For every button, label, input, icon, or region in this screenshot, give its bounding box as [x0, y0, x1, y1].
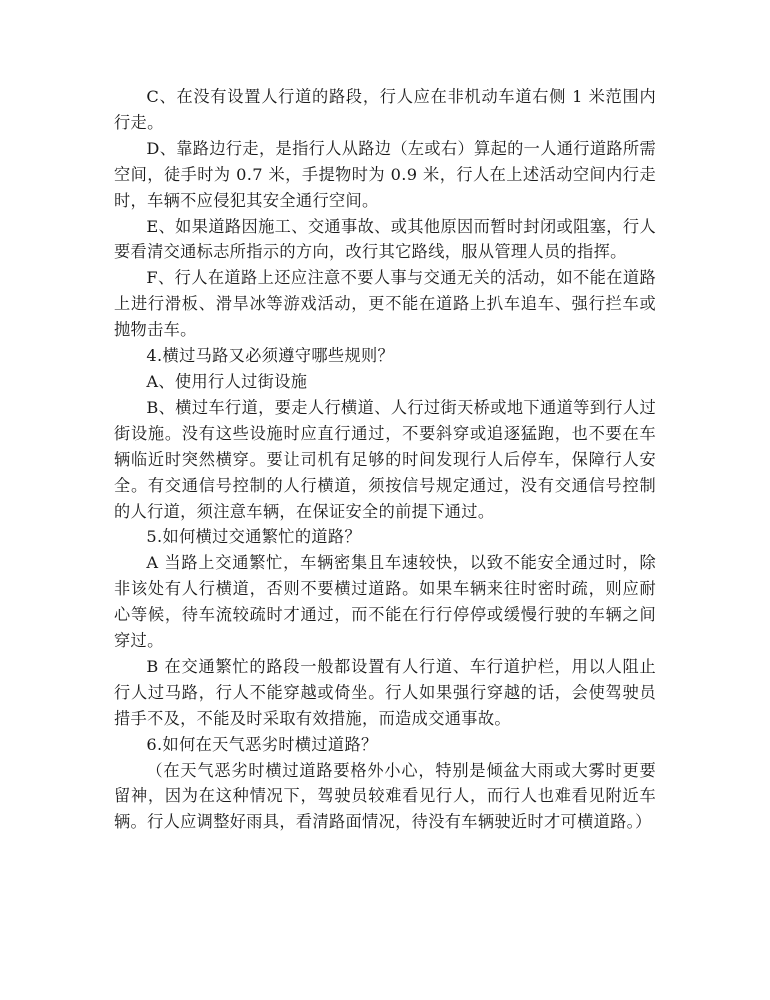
heading-question-5: 5.如何横过交通繁忙的道路？ — [146, 527, 361, 547]
paragraph-b-guardrails: B 在交通繁忙的路段一般都设置有人行道、车行道护栏，用以人阻止行人过马路，行人不能穿越或倚坐。行人如果强行穿越的话，会使驾驶员措手不及，不能及时采取有效措施，而造成交通事故。 — [114, 656, 656, 728]
paragraph-a-crossing-facilities: A、使用行人过街设施 — [146, 371, 308, 391]
document-body — [114, 84, 656, 835]
heading-question-4: 4.横过马路又必须遵守哪些规则？ — [146, 346, 395, 366]
paragraph-d-roadside-walking: D、靠路边行走，是指行人从路边（左或右）算起的一人通行道路所需空间，徒手时为 0.7 米，手提物时为 0.9 米，行人在上述活动空间内行走时，车辆不应侵犯其安全通行空间。 — [114, 138, 656, 210]
paragraph-bad-weather: （在天气恶劣时横过道路要格外小心，特别是倾盆大雨或大雾时更要留神，因为在这种情况下，驾驶员较难看见行人，而行人也难看见附近车辆。行人应调整好雨具，看清路面情况，待没有车辆驶近时才可横道路。） — [114, 760, 656, 832]
paragraph-b-crossing-roadway: B、横过车行道，要走人行横道、人行过街天桥或地下通道等到行人过街设施。没有这些设施时应直行通过，不要斜穿或追逐猛跑，也不要在车辆临近时突然横穿。要让司机有足够的时间发现行人后停车，保障行人安全。有交通信号控制的人行横道，须按信号规定通过，没有交通信号控制的人行道，须注意车辆，在保证安全的前提下通过。 — [114, 397, 656, 521]
paragraph-f-unrelated-activities: F、行人在道路上还应注意不要人事与交通无关的活动，如不能在道路上进行滑板、滑旱冰等游戏活动，更不能在道路上扒车追车、强行拦车或抛物击车。 — [114, 268, 656, 340]
heading-question-6: 6.如何在天气恶劣时横过道路？ — [146, 734, 378, 754]
paragraph-e-road-closure: E、如果道路因施工、交通事故、或其他原因而暂时封闭或阻塞，行人要看清交通标志所指示的方向，改行其它路线，服从管理人员的指挥。 — [114, 216, 656, 262]
paragraph-c-walking-without-sidewalk: C、在没有设置人行道的路段，行人应在非机动车道右侧 1 米范围内行走。 — [114, 87, 656, 132]
paragraph-a-busy-traffic: A 当路上交通繁忙，车辆密集且车速较快，以致不能安全通过时，除非该处有人行横道，否则不要横过道路。如果车辆来往时密时疏，则应耐心等候，待车流较疏时才通过，而不能在行行停停或缓慢行驶的车辆之间穿过。 — [114, 553, 656, 651]
